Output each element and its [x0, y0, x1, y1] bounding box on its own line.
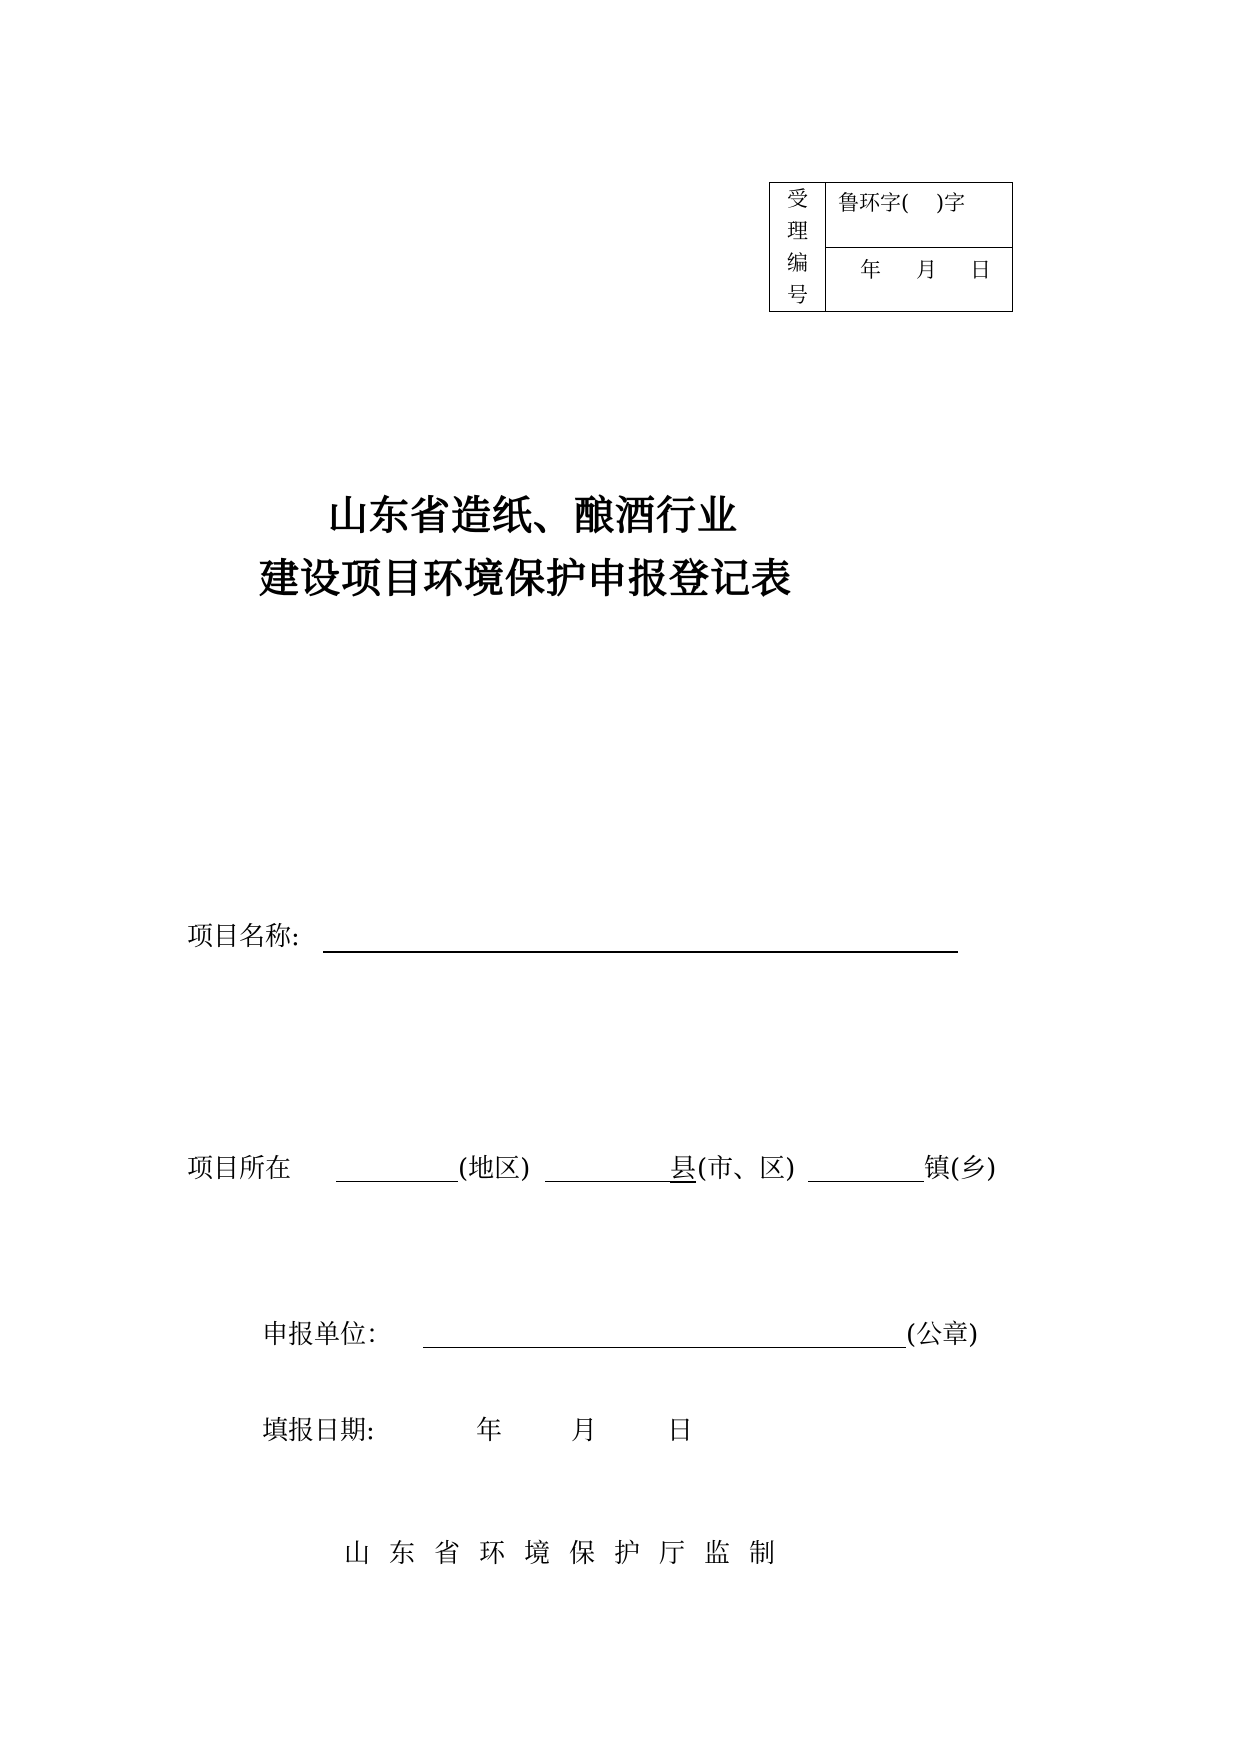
county-blank[interactable]: [545, 1181, 670, 1182]
form-title-line1: 山东省造纸、酿酒行业: [328, 492, 738, 539]
fill-date-year: 年: [476, 1416, 503, 1446]
form-title-line2: 建设项目环境保护申报登记表: [259, 555, 792, 602]
fill-date-day: 日: [667, 1416, 694, 1446]
label-char: 受: [787, 187, 808, 211]
acceptance-number-box: [769, 182, 1013, 312]
town-suffix: 镇(乡): [924, 1154, 997, 1184]
applicant-label: 申报单位：: [262, 1320, 393, 1350]
acceptance-number-field[interactable]: 鲁环字( )字: [826, 183, 1012, 248]
acceptance-date-field[interactable]: [826, 248, 1012, 311]
region-suffix: (地区): [458, 1154, 531, 1184]
project-location-label: 项目所在: [187, 1154, 292, 1184]
project-name-blank[interactable]: [323, 951, 958, 953]
project-name-label: 项目名称:: [187, 922, 300, 952]
seal-label: (公章): [906, 1320, 979, 1350]
acceptance-month: 月: [916, 258, 937, 282]
county-suffix: (市、区): [697, 1154, 796, 1184]
applicant-blank[interactable]: [423, 1347, 906, 1348]
acceptance-number-label: [770, 183, 826, 311]
region-blank[interactable]: [336, 1181, 458, 1182]
fill-date-label: 填报日期:: [262, 1416, 375, 1446]
county-label: 县: [670, 1154, 697, 1184]
fill-date-month: 月: [571, 1416, 598, 1446]
label-char: 编: [787, 251, 808, 275]
supervisor-footer: 山东省环境保护厅监制: [344, 1539, 795, 1569]
label-char: 号: [787, 283, 808, 307]
label-char: 理: [787, 219, 808, 243]
acceptance-day: 日: [970, 258, 991, 282]
town-blank[interactable]: [808, 1181, 924, 1182]
acceptance-year: 年: [860, 258, 881, 282]
